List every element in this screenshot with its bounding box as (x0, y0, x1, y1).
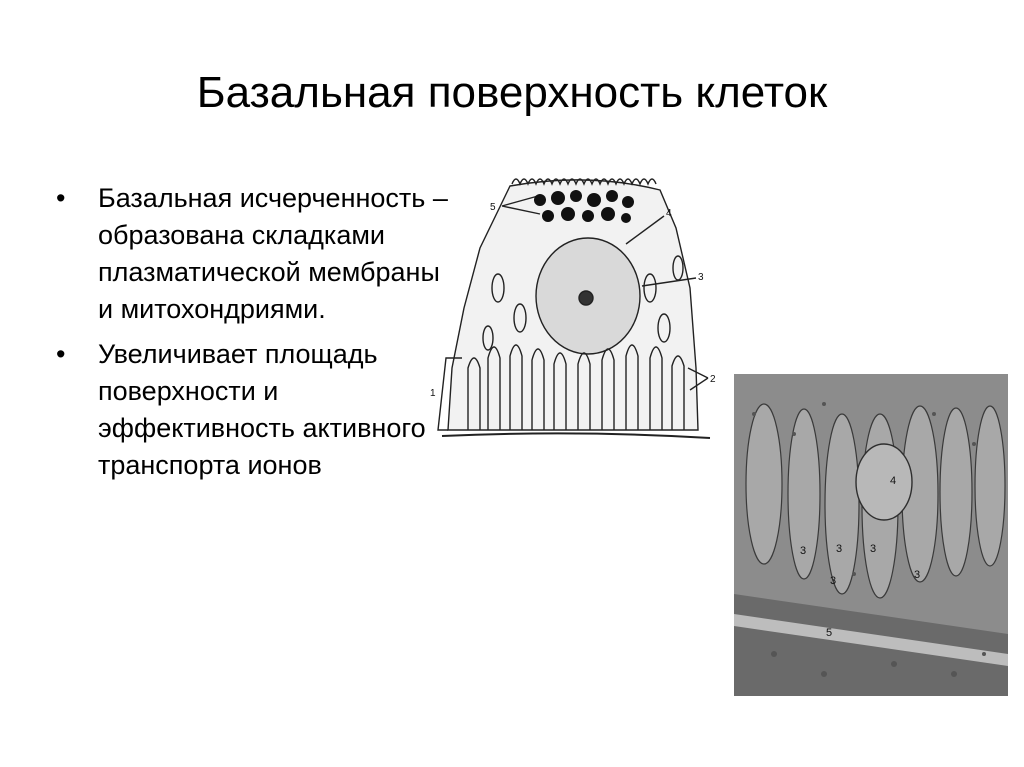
callout-2: 2 (710, 374, 716, 385)
micrograph-label-3: 3 (836, 543, 843, 555)
callout-5: 5 (490, 202, 496, 213)
micrograph-label-3: 3 (870, 543, 877, 555)
callout-4: 4 (666, 208, 672, 219)
slide-title: Базальная поверхность клеток (196, 68, 828, 117)
micrograph-label-3: 3 (914, 569, 921, 581)
cell-diagram (428, 168, 728, 458)
callout-3: 3 (698, 272, 704, 283)
micrograph-label-3: 3 (830, 575, 837, 587)
bullet-item (56, 180, 456, 328)
bullet-text: Увеличивает площадь поверхности и эффективность активного транспорта ионов (98, 339, 426, 480)
bullet-list (56, 180, 456, 492)
micrograph-label-4: 4 (890, 475, 897, 487)
callout-1: 1 (430, 388, 436, 399)
micrograph-label-5: 5 (826, 627, 833, 639)
electron-micrograph (734, 374, 1008, 696)
bullet-item (56, 336, 456, 484)
bullet-text: Базальная исчерченность – образована складками плазматической мембраны и митохондриями. (98, 183, 448, 324)
bullet-marker: • (56, 183, 66, 213)
bullet-marker: • (56, 339, 66, 369)
micrograph-label-3: 3 (800, 545, 807, 557)
